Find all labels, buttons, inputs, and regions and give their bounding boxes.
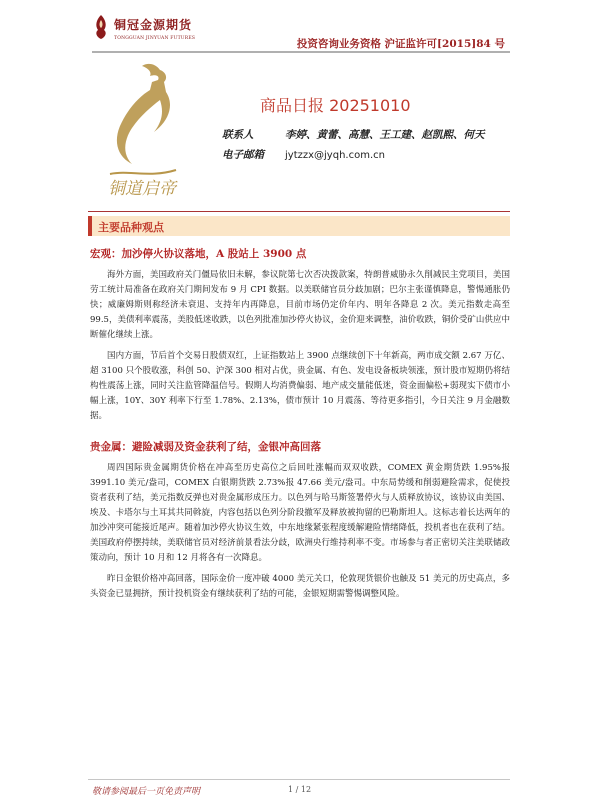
section-banner [88,216,510,236]
logo-mark-icon [92,14,110,40]
article-precious-metals [90,438,510,602]
calligraphy-decoration [80,56,230,206]
email-label: 电子邮箱 [222,149,264,161]
contact-block [222,127,485,167]
disclaimer-note: 敬请参阅最后一页免责声明 [92,787,201,797]
contact-label: 联系人 [222,129,254,141]
cover-divider [88,211,510,212]
company-logo [92,14,196,48]
article-paragraph: 昨日金银价格冲高回落，国际金价一度冲破 4000 美元关口，伦敦现货银价也触及 51 美元的历史高点，多头资金已显拥挤，预计投机资金有继续获利了结的可能，金银短期需警惕调整风险。 [90,574,510,599]
calligraphy-text: 铜道启帝 [108,179,176,199]
report-title: 商品日报 20251010 [260,96,411,115]
email-row [222,147,485,167]
section-title: 主要品种观点 [98,221,164,234]
article-paragraph: 国内方面，节后首个交易日股债双红，上证指数站上 3900 点继续创下十年新高，两市成交额 2.67 万亿、超 3100 只个股收涨，科创 50、沪深 300 相对占优，贵金属、有色、发电设备板块领涨，预计股市短期仍将结构性震荡上涨，同时关注监管降温信号。假期人均消费偏弱、地产成交量能低迷，资金面偏松+弱现实下债市小幅上涨，10Y、30Y 利率下行至 1.78%、2.13%，债市预计 10 月震荡、等待更多指引，今日关注 9 月金融数据。 [90,351,510,421]
logo-english-name: TONGGUAN JINYUAN FUTURES [114,36,196,41]
page-header [0,0,600,50]
contact-names: 李婷、黄蕾、高慧、王工建、赵凯熙、何天 [285,129,485,141]
article-title: 贵金属：避险减弱及资金获利了结，金银冲高回落 [90,441,321,453]
email-link[interactable]: jytzzx@jyqh.com.cn [285,150,385,161]
article-macro [90,245,510,424]
article-paragraph: 周四国际贵金属期货价格在冲高至历史高位之后回吐涨幅而双双收跌，COMEX 黄金期货跌 1.95%报 3991.10 美元/盎司，COMEX 白银期货跌 2.73%报 47.66 美元/盎司。中东局势缓和削弱避险需求，促使投资者获利了结，美元指数反弹也对贵金属形成压力。以色列与哈马斯签署停火与人质释放协议，该协议由美国、埃及、卡塔尔与土耳其共同斡旋，内容包括以色列分阶段撤军及释放被拘留的巴勒斯坦人。这标志着长达两年的加沙冲突可能接近尾声。随着加沙停火协议生效，中东地缘紧张程度缓解避险情绪降低，投机者也在获利了结。美国政府停摆持续，美联储官员对经济前景看法分歧，欧洲央行维持利率不变。市场参与者正密切关注美联储政策动向，预计 10 月和 12 月将各有一次降息。 [90,463,510,563]
license-text: 投资咨询业务资格 沪证监许可[2015]84 号 [296,38,505,50]
footer-divider [88,779,510,780]
article-title: 宏观：加沙停火协议落地，A 股站上 3900 点 [90,248,307,260]
report-body [90,245,510,602]
header-divider [92,51,510,53]
logo-chinese-name: 铜冠金源期货 [114,18,193,32]
article-paragraph: 海外方面，美国政府关门僵局依旧未解，参议院第七次否决拨款案，特朗普威胁永久削减民主党项目，美国劳工统计局准备在政府关门期间发布 9 月 CPI 数据。以美联储官员分歧加剧；巴尔主张谨慎降息，警惕通胀仍快；威廉姆斯则称经济未衰退、支持年内再降息，目前市场仍定价年内、明年各降息 2 次。美元指数走高至 99.5，美债利率震荡，美股低迷收跌，以色列批准加沙停火协议，金价迎来调整，油价收跌，铜价受矿山供应中断催化继续上涨。 [90,270,510,340]
contact-row [222,127,485,147]
page-number: 1 / 12 [288,785,312,794]
